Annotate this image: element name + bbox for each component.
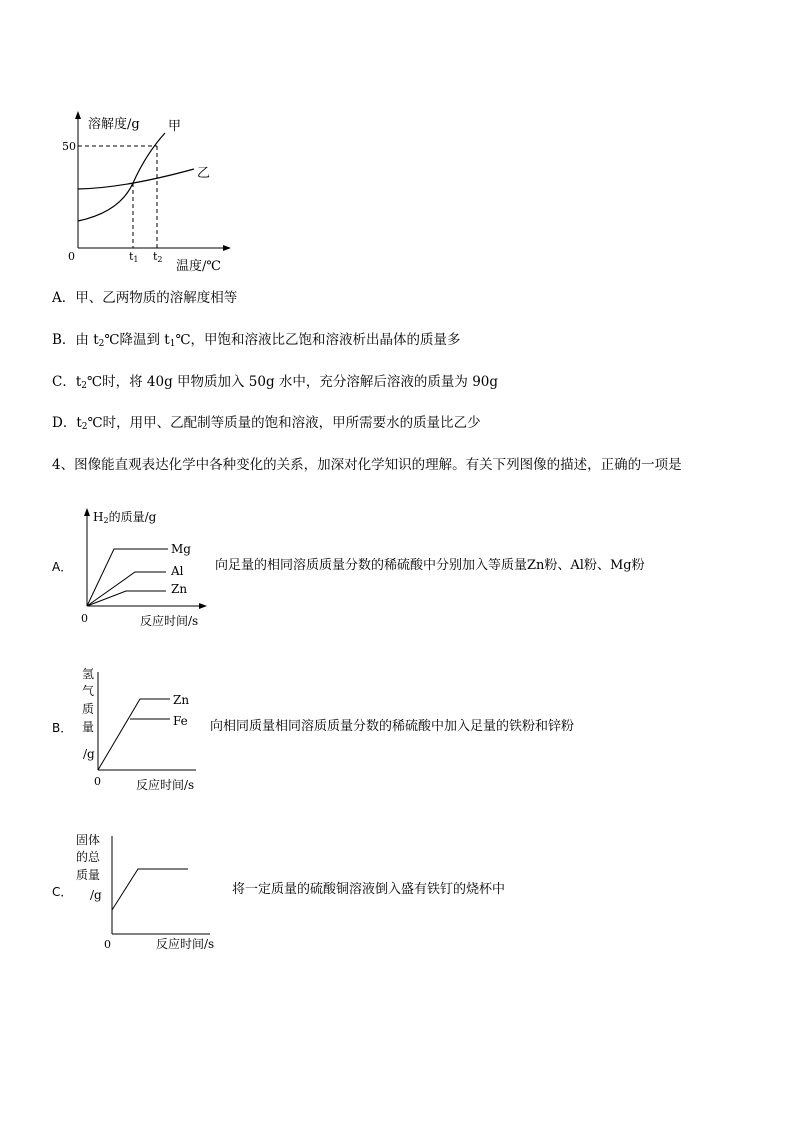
curve-jia-label: 甲 (168, 119, 182, 134)
ylabel-char-5: /g (83, 747, 95, 761)
q4-option-a-label: A． (52, 560, 73, 574)
x-label: 反应时间/s (140, 614, 199, 628)
ylabel-char-2: 气 (82, 684, 95, 698)
origin-label: 0 (81, 612, 88, 625)
label-al: Al (171, 564, 184, 578)
option-c: C．$t_2℃$时，将 40g 甲物质加入 50g 水中，充分溶解后溶液的质量为 90g (52, 374, 499, 391)
option-d: D．$t_2℃$时，用甲、乙配制等质量的饱和溶液，甲所需要水的质量比乙少 (52, 415, 481, 432)
label-fe: Fe (173, 714, 188, 728)
solubility-chart (60, 108, 240, 280)
ylabel-line-2: 的总 (76, 850, 101, 864)
mass-line (112, 869, 188, 910)
ylabel-char-3: 质 (82, 702, 95, 716)
option-a: A．甲、乙两物质的溶解度相等 (52, 290, 238, 306)
q4c-chart (70, 826, 230, 958)
y-axis-arrow (84, 508, 90, 516)
x-axis-arrow (199, 603, 207, 609)
origin-label: 0 (94, 775, 101, 788)
t1-label: t1 (129, 250, 139, 264)
t2-label: t2 (153, 250, 163, 264)
curve-yi (78, 169, 194, 189)
x-label: 温度/℃ (176, 259, 221, 274)
q4-option-b-text: 向相同质量相同溶质质量分数的稀硫酸中加入足量的铁粉和锌粉 (210, 719, 575, 734)
label-mg: Mg (171, 542, 191, 556)
y-label: H2的质量/g (93, 510, 157, 525)
line-zn (87, 591, 166, 606)
line-al (87, 572, 166, 606)
origin-label: 0 (68, 250, 75, 263)
ylabel-line-1: 固体 (76, 833, 101, 847)
label-zn: Zn (171, 582, 188, 596)
option-b: B．由 $t_2℃$降温到 $t_1℃$，甲饱和溶液比乙饱和溶液析出晶体的质量多 (52, 332, 461, 349)
q4b-chart (78, 662, 218, 794)
curve-yi-label: 乙 (197, 166, 211, 181)
x-axis-arrow (223, 245, 231, 251)
origin-label: 0 (104, 938, 111, 951)
y-tick-50: 50 (62, 140, 76, 153)
ylabel-line-3: 质量 (76, 868, 101, 882)
q4a-chart (78, 505, 218, 630)
q4-option-a-text: 向足量的相同溶质质量分数的稀硫酸中分别加入等质量Zn粉、Al粉、Mg粉 (215, 558, 645, 573)
q4-option-c-label: C． (52, 885, 73, 899)
ylabel-char-4: 量 (82, 720, 95, 734)
y-axis-arrow (75, 111, 81, 119)
label-zn: Zn (173, 693, 190, 707)
ylabel-char-1: 氢 (82, 667, 95, 681)
question-4-stem: 4、图像能直观表达化学中各种变化的关系，加深对化学知识的理解。有关下列图像的描述，正确的一项是 (52, 457, 682, 473)
x-label: 反应时间/s (156, 937, 215, 951)
ylabel-line-4: /g (90, 888, 102, 902)
x-label: 反应时间/s (136, 778, 195, 792)
y-label: 溶解度/g (88, 117, 140, 132)
line-zn (98, 699, 170, 770)
q4-option-c-text: 将一定质量的硫酸铜溶液倒入盛有铁钉的烧杯中 (232, 882, 506, 897)
q4-option-b-label: B． (52, 721, 73, 735)
